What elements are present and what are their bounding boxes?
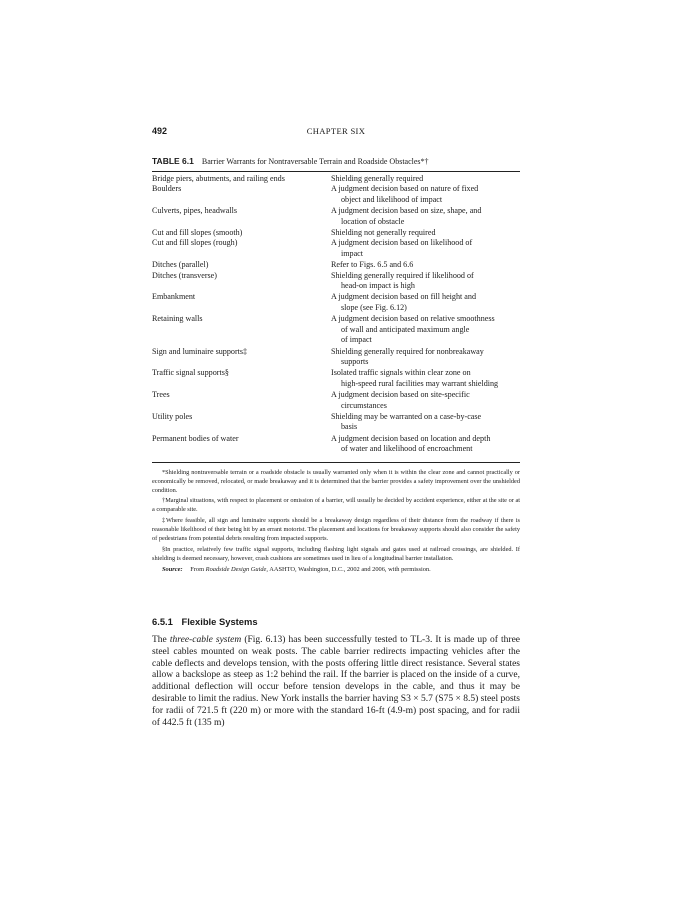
page-number: 492: [152, 126, 168, 136]
warrant-line: of impact: [341, 335, 372, 345]
warrant-cell: [331, 314, 520, 346]
source-details: AASHTO, Washington, D.C., 2002 and 2006, with permission.: [269, 566, 431, 573]
footnote: †Marginal situations, with respect to placement or omission of a barrier, will usually be decided by accident experience, either at the site or at a comparable site.: [152, 497, 520, 514]
warrant-cell: [331, 390, 520, 412]
warrant-line: A judgment decision based on nature of fixed: [331, 184, 479, 194]
warrant-line: Shielding generally required if likelihood of: [331, 270, 474, 280]
source-prefix: From: [190, 566, 205, 573]
warrant-cell: [331, 184, 520, 206]
para-start: The: [152, 635, 167, 646]
page-header: [152, 126, 520, 142]
warrant-line: location of obstacle: [341, 216, 405, 226]
section-number: 6.5.1: [152, 616, 173, 628]
para-rest: (Fig. 6.13) has been successfully tested to TL-3. It is made up of three steel cables mounted on weak posts. The cable barrier redirects impacting vehicles after the cable deflects and develops tension, with the posts offering little direct resistance. Several states allow a backslope as steep as 1:2 behind the rail. If the barrier is placed on the inside of a curve, additional deflection will occur before tension develops in the cable, and thus it may be desirable to limit the radius. New York installs the barrier having S3 × 5.7 (S75 × 8.5) steel posts for radii of 721.5 ft (220 m) or more with the standard 16-ft (4.9-m) post spacing, and for radii of 442.5 ft (135 m): [152, 635, 521, 728]
warrant-line: circumstances: [341, 400, 387, 410]
obstacle-cell: Boulders: [152, 184, 182, 194]
warrant-line: Shielding generally required for nonbreakaway: [331, 346, 484, 356]
warrant-cell: [331, 228, 520, 238]
obstacle-cell: Cut and fill slopes (smooth): [152, 228, 243, 238]
warrant-cell: [331, 412, 520, 434]
warrant-cell: [331, 206, 520, 228]
warrant-cell: [331, 174, 520, 184]
table-row: [152, 314, 520, 346]
warrant-line: of wall and anticipated maximum angle: [341, 324, 470, 334]
warrant-line: Shielding not generally required: [331, 228, 436, 238]
warrant-cell: [331, 292, 520, 314]
section-heading: [152, 616, 520, 627]
table-row: [152, 271, 520, 293]
chapter-title: CHAPTER SIX: [306, 126, 366, 136]
source-book: Roadside Design Guide,: [205, 566, 268, 573]
warrant-cell: [331, 368, 520, 390]
table-row: [152, 228, 520, 238]
warrant-line: impact: [341, 248, 364, 258]
obstacle-cell: Retaining walls: [152, 314, 203, 324]
warrant-line: head-on impact is high: [341, 281, 415, 291]
obstacle-cell: Culverts, pipes, headwalls: [152, 206, 237, 216]
warrant-line: Shielding may be warranted on a case-by-case: [331, 411, 482, 421]
table-footnotes: [152, 468, 520, 575]
warrant-line: high-speed rural facilities may warrant shielding: [341, 378, 499, 388]
table-row: [152, 238, 520, 260]
warrant-cell: [331, 271, 520, 293]
para-emphasis: three-cable system: [169, 635, 242, 646]
warrant-cell: [331, 347, 520, 369]
obstacle-cell: Embankment: [152, 292, 196, 302]
obstacle-cell: Trees: [152, 390, 170, 400]
warrant-line: A judgment decision based on likelihood of: [331, 238, 473, 248]
table-row: [152, 184, 520, 206]
table-title: Barrier Warrants for Nontraversable Terrain and Roadside Obstacles*†: [201, 157, 429, 166]
footnote: ‡Where feasible, all sign and luminaire supports should be a breakaway design regardless of their distance from the roadway if there is reasonable likelihood of their being hit by an errant motorist. The placement and locations for breakaway supports should also consider the safety of pedestrians from potential debris resulting from impacted supports.: [152, 517, 520, 543]
warrant-line: Shielding generally required: [331, 174, 424, 183]
obstacle-cell: Ditches (transverse): [152, 270, 217, 280]
table-row: [152, 434, 520, 456]
table-row: [152, 390, 520, 412]
table-row: [152, 292, 520, 314]
warrant-line: Refer to Figs. 6.5 and 6.6: [331, 260, 414, 270]
warrant-line: supports: [341, 356, 369, 366]
warrant-line: A judgment decision based on location and depth: [331, 433, 491, 443]
body-paragraph: [152, 635, 520, 729]
barrier-warrants-table: [152, 174, 520, 456]
table-row: [152, 347, 520, 369]
table-number: TABLE 6.1: [152, 156, 194, 166]
warrant-line: object and likelihood of impact: [341, 194, 443, 204]
warrant-line: Isolated traffic signals within clear zone on: [331, 368, 471, 378]
obstacle-cell: Utility poles: [152, 411, 193, 421]
table-row: [152, 174, 520, 184]
warrant-line: basis: [341, 422, 358, 432]
obstacle-cell: Cut and fill slopes (rough): [152, 238, 238, 248]
warrant-cell: [331, 238, 520, 260]
footnote: §In practice, relatively few traffic signal supports, including flashing light signals and gates used at railroad crossings, are shielded. If shielding is deemed necessary, however, crash cushions are sometimes used in lieu of a longitudinal barrier installation.: [152, 545, 520, 562]
warrant-line: of water and likelihood of encroachment: [341, 444, 473, 454]
footnote: *Shielding nontraversable terrain or a roadside obstacle is usually warranted only when it is within the clear zone and cannot practically or economically be removed, relocated, or made breakaway and it is determined that the barrier provides a safety improvement over the unshielded condition.: [152, 468, 520, 494]
warrant-line: A judgment decision based on size, shape, and: [331, 206, 482, 216]
table-top-rule: [152, 171, 520, 172]
warrant-cell: [331, 260, 520, 270]
table-caption: [152, 156, 520, 167]
table-row: [152, 412, 520, 434]
book-page: [152, 126, 520, 729]
obstacle-cell: Traffic signal supports§: [152, 368, 229, 378]
warrant-line: A judgment decision based on fill height and: [331, 292, 476, 302]
table-row: [152, 206, 520, 228]
obstacle-cell: Permanent bodies of water: [152, 433, 239, 443]
table-row: [152, 368, 520, 390]
warrant-cell: [331, 434, 520, 456]
table-bottom-rule: [152, 462, 520, 463]
warrant-line: slope (see Fig. 6.12): [341, 302, 407, 312]
warrant-line: A judgment decision based on relative smoothness: [331, 314, 495, 324]
obstacle-cell: Bridge piers, abutments, and railing ends: [152, 174, 285, 183]
table-source: [152, 565, 520, 574]
warrant-line: A judgment decision based on site-specific: [331, 390, 470, 400]
source-label: Source:: [162, 566, 183, 573]
table-row: [152, 260, 520, 270]
section-title: Flexible Systems: [181, 616, 258, 628]
obstacle-cell: Sign and luminaire supports‡: [152, 346, 248, 356]
obstacle-cell: Ditches (parallel): [152, 260, 209, 270]
